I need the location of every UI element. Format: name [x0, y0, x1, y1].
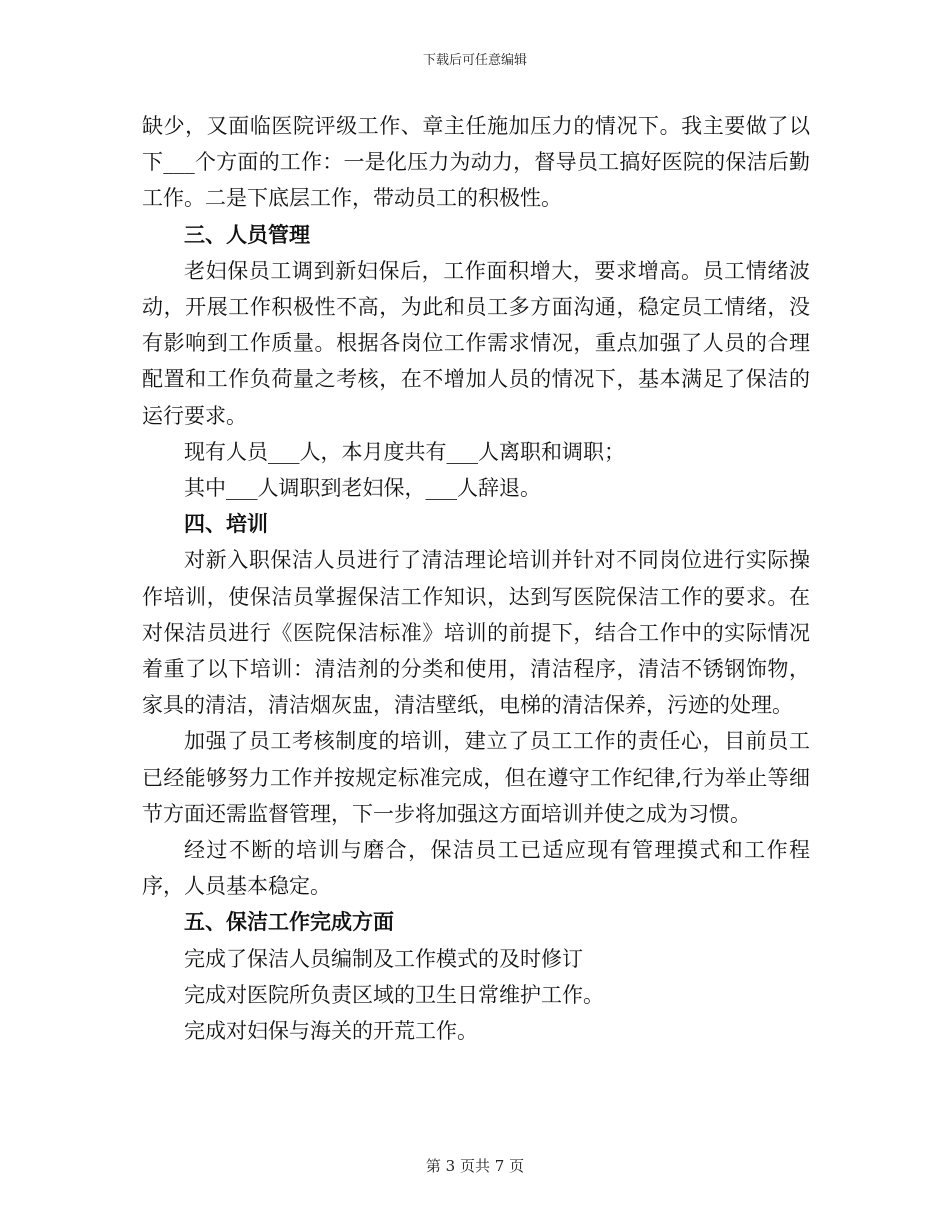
document-body: [142, 108, 810, 1049]
page-number-footer: 第 3 页共 7 页: [425, 1157, 525, 1175]
body-paragraph: 对新入职保洁人员进行了清洁理论培训并针对不同岗位进行实际操作培训，使保洁员掌握保洁工作知识，达到写医院保洁工作的要求。在对保洁员进行《医院保洁标准》培训的前提下，结合工作中的实际情况着重了以下培训：清洁剂的分类和使用，清洁程序，清洁不锈钢饰物，家具的清洁，清洁烟灰盅，清洁壁纸，电梯的清洁保养，污迹的处理。: [142, 548, 810, 718]
body-paragraph: 加强了员工考核制度的培训，建立了员工工作的责任心，目前员工已经能够努力工作并按规定标准完成，但在遵守工作纪律,行为举止等细节方面还需监督管理，下一步将加强这方面培训并使之成为习惯。: [142, 729, 810, 826]
body-paragraph: 缺少，又面临医院评级工作、章主任施加压力的情况下。我主要做了以下___个方面的工作：一是化压力为动力，督导员工搞好医院的保洁后勤工作。二是下底层工作，带动员工的积极性。: [142, 114, 810, 211]
section-heading: 四、培训: [184, 511, 268, 537]
body-paragraph: 老妇保员工调到新妇保后，工作面积增大，要求增高。员工情绪波动，开展工作积极性不高，为此和员工多方面沟通，稳定员工情绪，没有影响到工作质量。根据各岗位工作需求情况，重点加强了人员的合理配置和工作负荷量之考核，在不增加人员的情况下，基本满足了保洁的运行要求。: [142, 258, 810, 428]
page-header-note: 下载后可任意编辑: [422, 53, 527, 68]
body-paragraph: 现有人员___人，本月度共有___人离职和调职；: [184, 439, 625, 464]
body-paragraph: 完成对妇保与海关的开荒工作。: [184, 1019, 478, 1044]
body-paragraph: 完成对医院所负责区域的卫生日常维护工作。: [184, 982, 604, 1007]
section-heading: 五、保洁工作完成方面: [184, 909, 394, 935]
section-heading: 三、人员管理: [184, 221, 310, 247]
body-paragraph: 完成了保洁人员编制及工作模式的及时修订: [184, 946, 583, 971]
body-paragraph: 其中___人调职到老妇保，___人辞退。: [184, 476, 541, 501]
body-paragraph: 经过不断的培训与磨合，保洁员工已适应现有管理摸式和工作程序，人员基本稳定。: [142, 838, 810, 899]
